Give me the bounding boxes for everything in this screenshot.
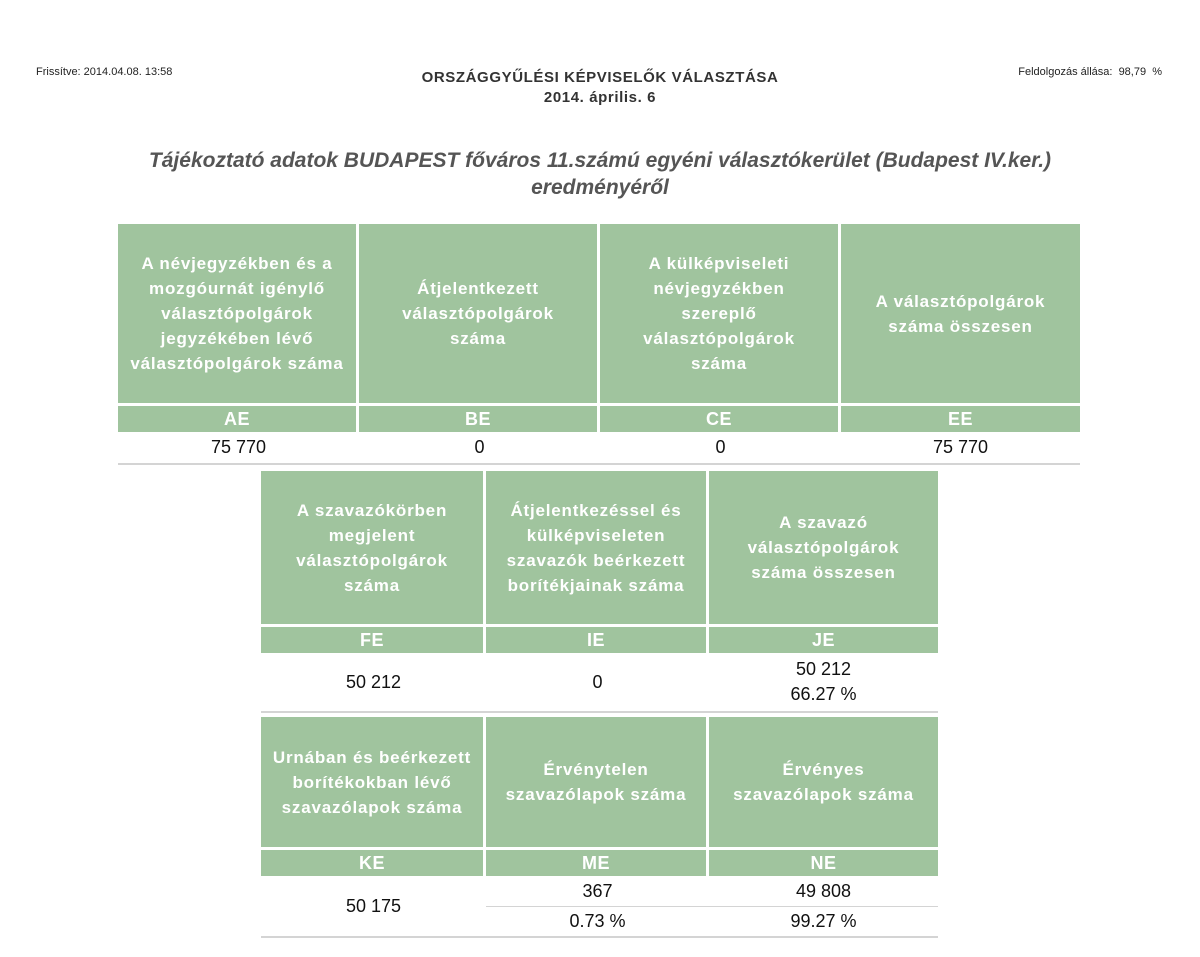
updated-timestamp: Frissítve: 2014.04.08. 13:58 bbox=[36, 66, 173, 78]
value-ce: 0 bbox=[600, 432, 841, 465]
value-fe: 50 212 bbox=[261, 653, 486, 713]
voters-register-table bbox=[118, 224, 1080, 465]
header-total-voters: A választópolgárok száma összesen bbox=[841, 224, 1080, 406]
value-ke: 50 175 bbox=[261, 876, 486, 938]
code-ke: KE bbox=[261, 850, 486, 876]
code-ae: AE bbox=[118, 406, 359, 432]
header-foreign-register-voters: A külképviseleti névjegyzékben szereplő választópolgárok száma bbox=[600, 224, 841, 406]
header-ballots-in-urn: Urnában és beérkezett borítékokban lévő szavazólapok száma bbox=[261, 717, 486, 850]
header-envelope-voters: Átjelentkezéssel és külképviseleten szavazók beérkezett borítékjainak száma bbox=[486, 471, 709, 627]
processing-unit: % bbox=[1152, 66, 1162, 78]
subtitle-line-1: Tájékoztató adatok BUDAPEST főváros 11.számú egyéni választókerület (Budapest IV.ker.) bbox=[148, 149, 1052, 172]
code-me: ME bbox=[486, 850, 709, 876]
processing-label: Feldolgozás állása: bbox=[1018, 66, 1113, 78]
code-ie: IE bbox=[486, 627, 709, 653]
header-valid-ballots: Érvényes szavazólapok száma bbox=[709, 717, 938, 850]
page-title bbox=[0, 68, 1200, 108]
value-ae: 75 770 bbox=[118, 432, 359, 465]
value-ie: 0 bbox=[486, 653, 709, 713]
turnout-table bbox=[261, 471, 938, 713]
code-ce: CE bbox=[600, 406, 841, 432]
header-transferred-voters: Átjelentkezett választópolgárok száma bbox=[359, 224, 600, 406]
value-je-percent: 66.27 % bbox=[790, 684, 857, 704]
code-fe: FE bbox=[261, 627, 486, 653]
header-registered-voters: A névjegyzékben és a mozgóurnát igénylő választópolgárok jegyzékében lévő választópolgárok száma bbox=[118, 224, 359, 406]
value-be: 0 bbox=[359, 432, 600, 465]
subtitle-line-2: eredményéről bbox=[531, 176, 669, 199]
value-je: 50 212 bbox=[795, 659, 852, 679]
page-subtitle bbox=[60, 147, 1140, 201]
processing-value: 98,79 bbox=[1118, 66, 1147, 78]
code-ee: EE bbox=[841, 406, 1080, 432]
header-voting-total: A szavazó választópolgárok száma összesen bbox=[709, 471, 938, 627]
title-line-1: ORSZÁGGYŰLÉSI KÉPVISELŐK VÁLASZTÁSA bbox=[421, 69, 779, 86]
header-present-voters: A szavazókörben megjelent választópolgárok száma bbox=[261, 471, 486, 627]
code-je: JE bbox=[709, 627, 938, 653]
value-ne: 49 808 bbox=[709, 876, 938, 907]
value-ee: 75 770 bbox=[841, 432, 1080, 465]
value-me-percent: 0.73 % bbox=[486, 907, 709, 938]
code-ne: NE bbox=[709, 850, 938, 876]
value-je-cell bbox=[709, 653, 938, 713]
code-be: BE bbox=[359, 406, 600, 432]
ballots-table bbox=[261, 717, 938, 938]
value-me: 367 bbox=[486, 876, 709, 907]
value-ne-percent: 99.27 % bbox=[709, 907, 938, 938]
header-invalid-ballots: Érvénytelen szavazólapok száma bbox=[486, 717, 709, 850]
title-line-2: 2014. április. 6 bbox=[543, 89, 657, 106]
